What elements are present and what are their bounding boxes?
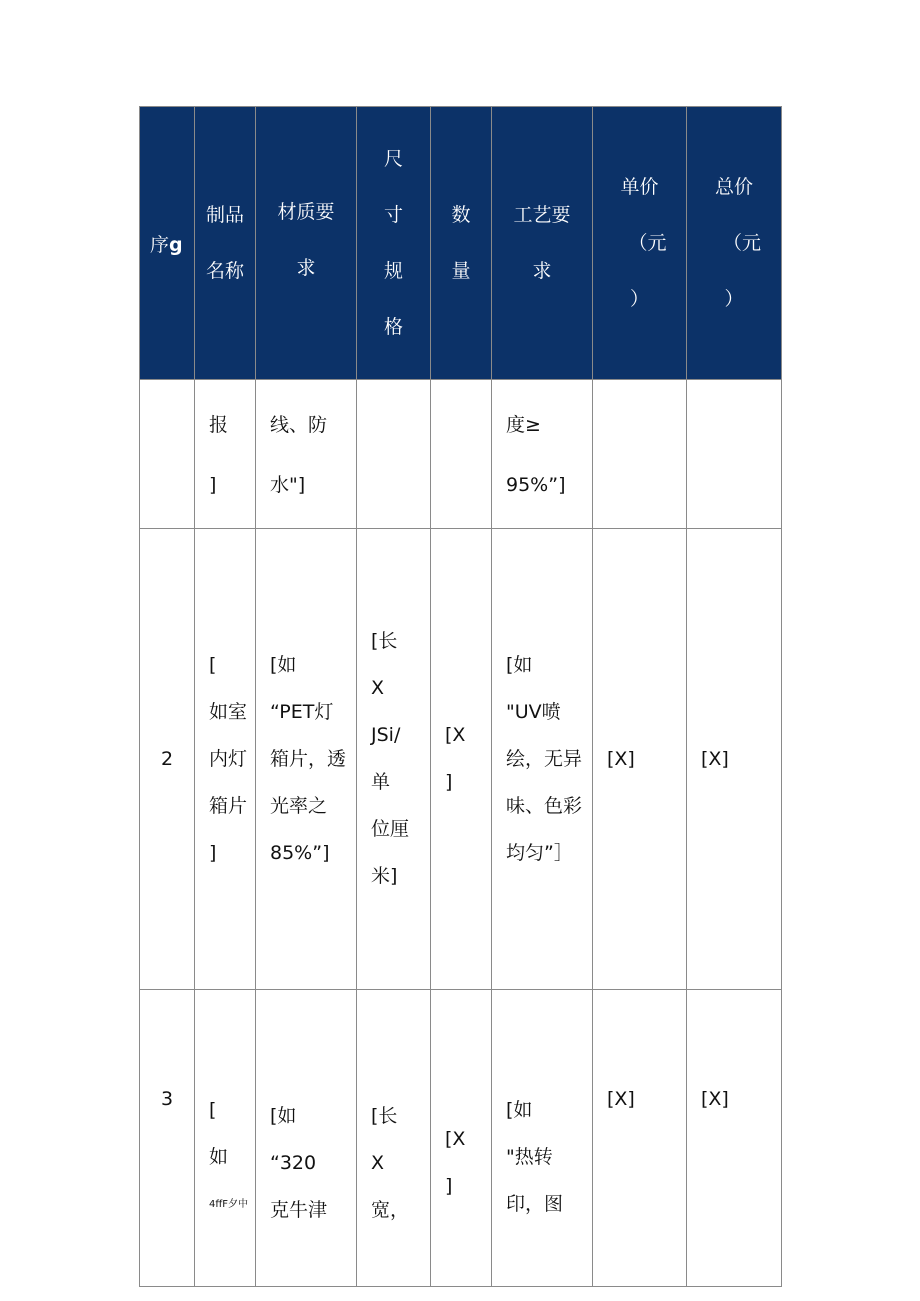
header-name-line: 制品: [205, 204, 244, 226]
cell-name: [195, 380, 256, 529]
header-material-line: 求: [296, 257, 316, 279]
header-qty-line: 数: [451, 204, 471, 226]
header-unit-price: [593, 107, 687, 380]
cell-line: “320: [270, 1151, 317, 1174]
cell-line: 宽，: [371, 1198, 410, 1221]
cell-line: 内灯: [209, 747, 248, 770]
cell-material: [256, 529, 357, 990]
header-row: [140, 107, 782, 380]
table-row: [140, 990, 782, 1287]
cell-line: ]: [209, 473, 217, 496]
cell-line: "UV喷: [506, 700, 561, 723]
cell-unit-price: [X]: [593, 990, 687, 1287]
cell-line: [如: [506, 653, 533, 676]
header-seq: [140, 107, 195, 380]
header-size-line: 寸: [383, 204, 403, 226]
cell-line: [: [209, 1098, 217, 1121]
header-unit-price-line: （元: [628, 232, 667, 254]
header-total-price-line: 总价: [714, 176, 753, 198]
cell-qty: [431, 990, 492, 1287]
cell-material: [256, 380, 357, 529]
header-seq-mark: g: [169, 233, 183, 256]
cell-craft: [492, 990, 593, 1287]
cell-name: [195, 990, 256, 1287]
header-unit-price-line: ）: [629, 288, 649, 310]
table-row: [140, 380, 782, 529]
cell-line: 均匀”］: [506, 841, 573, 864]
cell-qty: [431, 380, 492, 529]
header-unit-price-line: 单价: [620, 176, 659, 198]
cell-line: 85%”]: [270, 841, 330, 864]
cell-line: [X: [445, 724, 466, 746]
cell-line: 线、防: [270, 413, 328, 436]
table-row: [140, 529, 782, 990]
quote-table: [139, 106, 782, 1287]
cell-line: 箱片，透: [270, 747, 347, 770]
cell-line: JSi/: [371, 724, 401, 746]
cell-line: "热转: [506, 1145, 553, 1168]
cell-line: 光率之: [270, 794, 328, 817]
header-qty: [431, 107, 492, 380]
cell-line: 印，图: [506, 1192, 564, 1215]
cell-line: 度≥: [506, 413, 541, 436]
cell-line: 95%”]: [506, 473, 566, 496]
cell-name: [195, 529, 256, 990]
cell-line: [长: [371, 630, 398, 652]
cell-line: 如室: [209, 700, 248, 723]
cell-line: X: [371, 1151, 385, 1174]
cell-line: ]: [445, 1175, 453, 1197]
cell-total-price: [X]: [687, 990, 782, 1287]
cell-seq: [140, 380, 195, 529]
cell-seq: 2: [140, 529, 195, 990]
cell-unit-price: [593, 380, 687, 529]
cell-line: 米]: [371, 865, 398, 887]
cell-line: 报: [209, 413, 229, 436]
header-total-price: [687, 107, 782, 380]
cell-line: 位厘: [371, 818, 410, 840]
cell-line: 单: [371, 771, 391, 793]
header-craft: [492, 107, 593, 380]
header-qty-line: 量: [451, 260, 471, 282]
cell-line: [X: [445, 1128, 466, 1150]
header-size-line: 格: [383, 316, 403, 338]
header-material: [256, 107, 357, 380]
cell-line: [: [209, 653, 217, 676]
cell-line: 克牛津: [270, 1198, 328, 1221]
header-craft-line: 求: [532, 260, 552, 282]
cell-line: 4ffF夕中: [209, 1198, 249, 1210]
cell-line: “PET灯: [270, 700, 334, 723]
cell-material: [256, 990, 357, 1287]
cell-line: 味、色彩: [506, 794, 583, 817]
cell-line: ]: [209, 841, 217, 864]
cell-line: 如: [209, 1145, 229, 1168]
header-material-line: 材质要: [277, 201, 335, 223]
cell-line: 箱片: [209, 794, 248, 817]
cell-line: [如: [270, 1104, 297, 1127]
header-size-line: 尺: [383, 148, 403, 170]
cell-line: 水"]: [270, 473, 306, 496]
cell-line: [长: [371, 1104, 398, 1127]
cell-total-price: [687, 380, 782, 529]
cell-total-price: [X]: [687, 529, 782, 990]
header-total-price-line: ）: [724, 288, 744, 310]
cell-size: [357, 380, 431, 529]
header-seq-text: 序: [150, 233, 170, 256]
header-size-line: 规: [383, 260, 403, 282]
cell-line: 绘，无异: [506, 747, 583, 770]
header-total-price-line: （元: [722, 232, 761, 254]
header-name-line: 名称: [205, 260, 244, 282]
cell-size: [357, 990, 431, 1287]
cell-line: X: [371, 677, 385, 699]
cell-line: [如: [270, 653, 297, 676]
header-name: [195, 107, 256, 380]
header-size: [357, 107, 431, 380]
cell-craft: [492, 380, 593, 529]
cell-seq: 3: [140, 990, 195, 1287]
cell-unit-price: [X]: [593, 529, 687, 990]
cell-line: [如: [506, 1098, 533, 1121]
cell-qty: [431, 529, 492, 990]
cell-size: [357, 529, 431, 990]
cell-craft: [492, 529, 593, 990]
header-craft-line: 工艺要: [513, 204, 571, 226]
cell-line: ]: [445, 771, 453, 793]
